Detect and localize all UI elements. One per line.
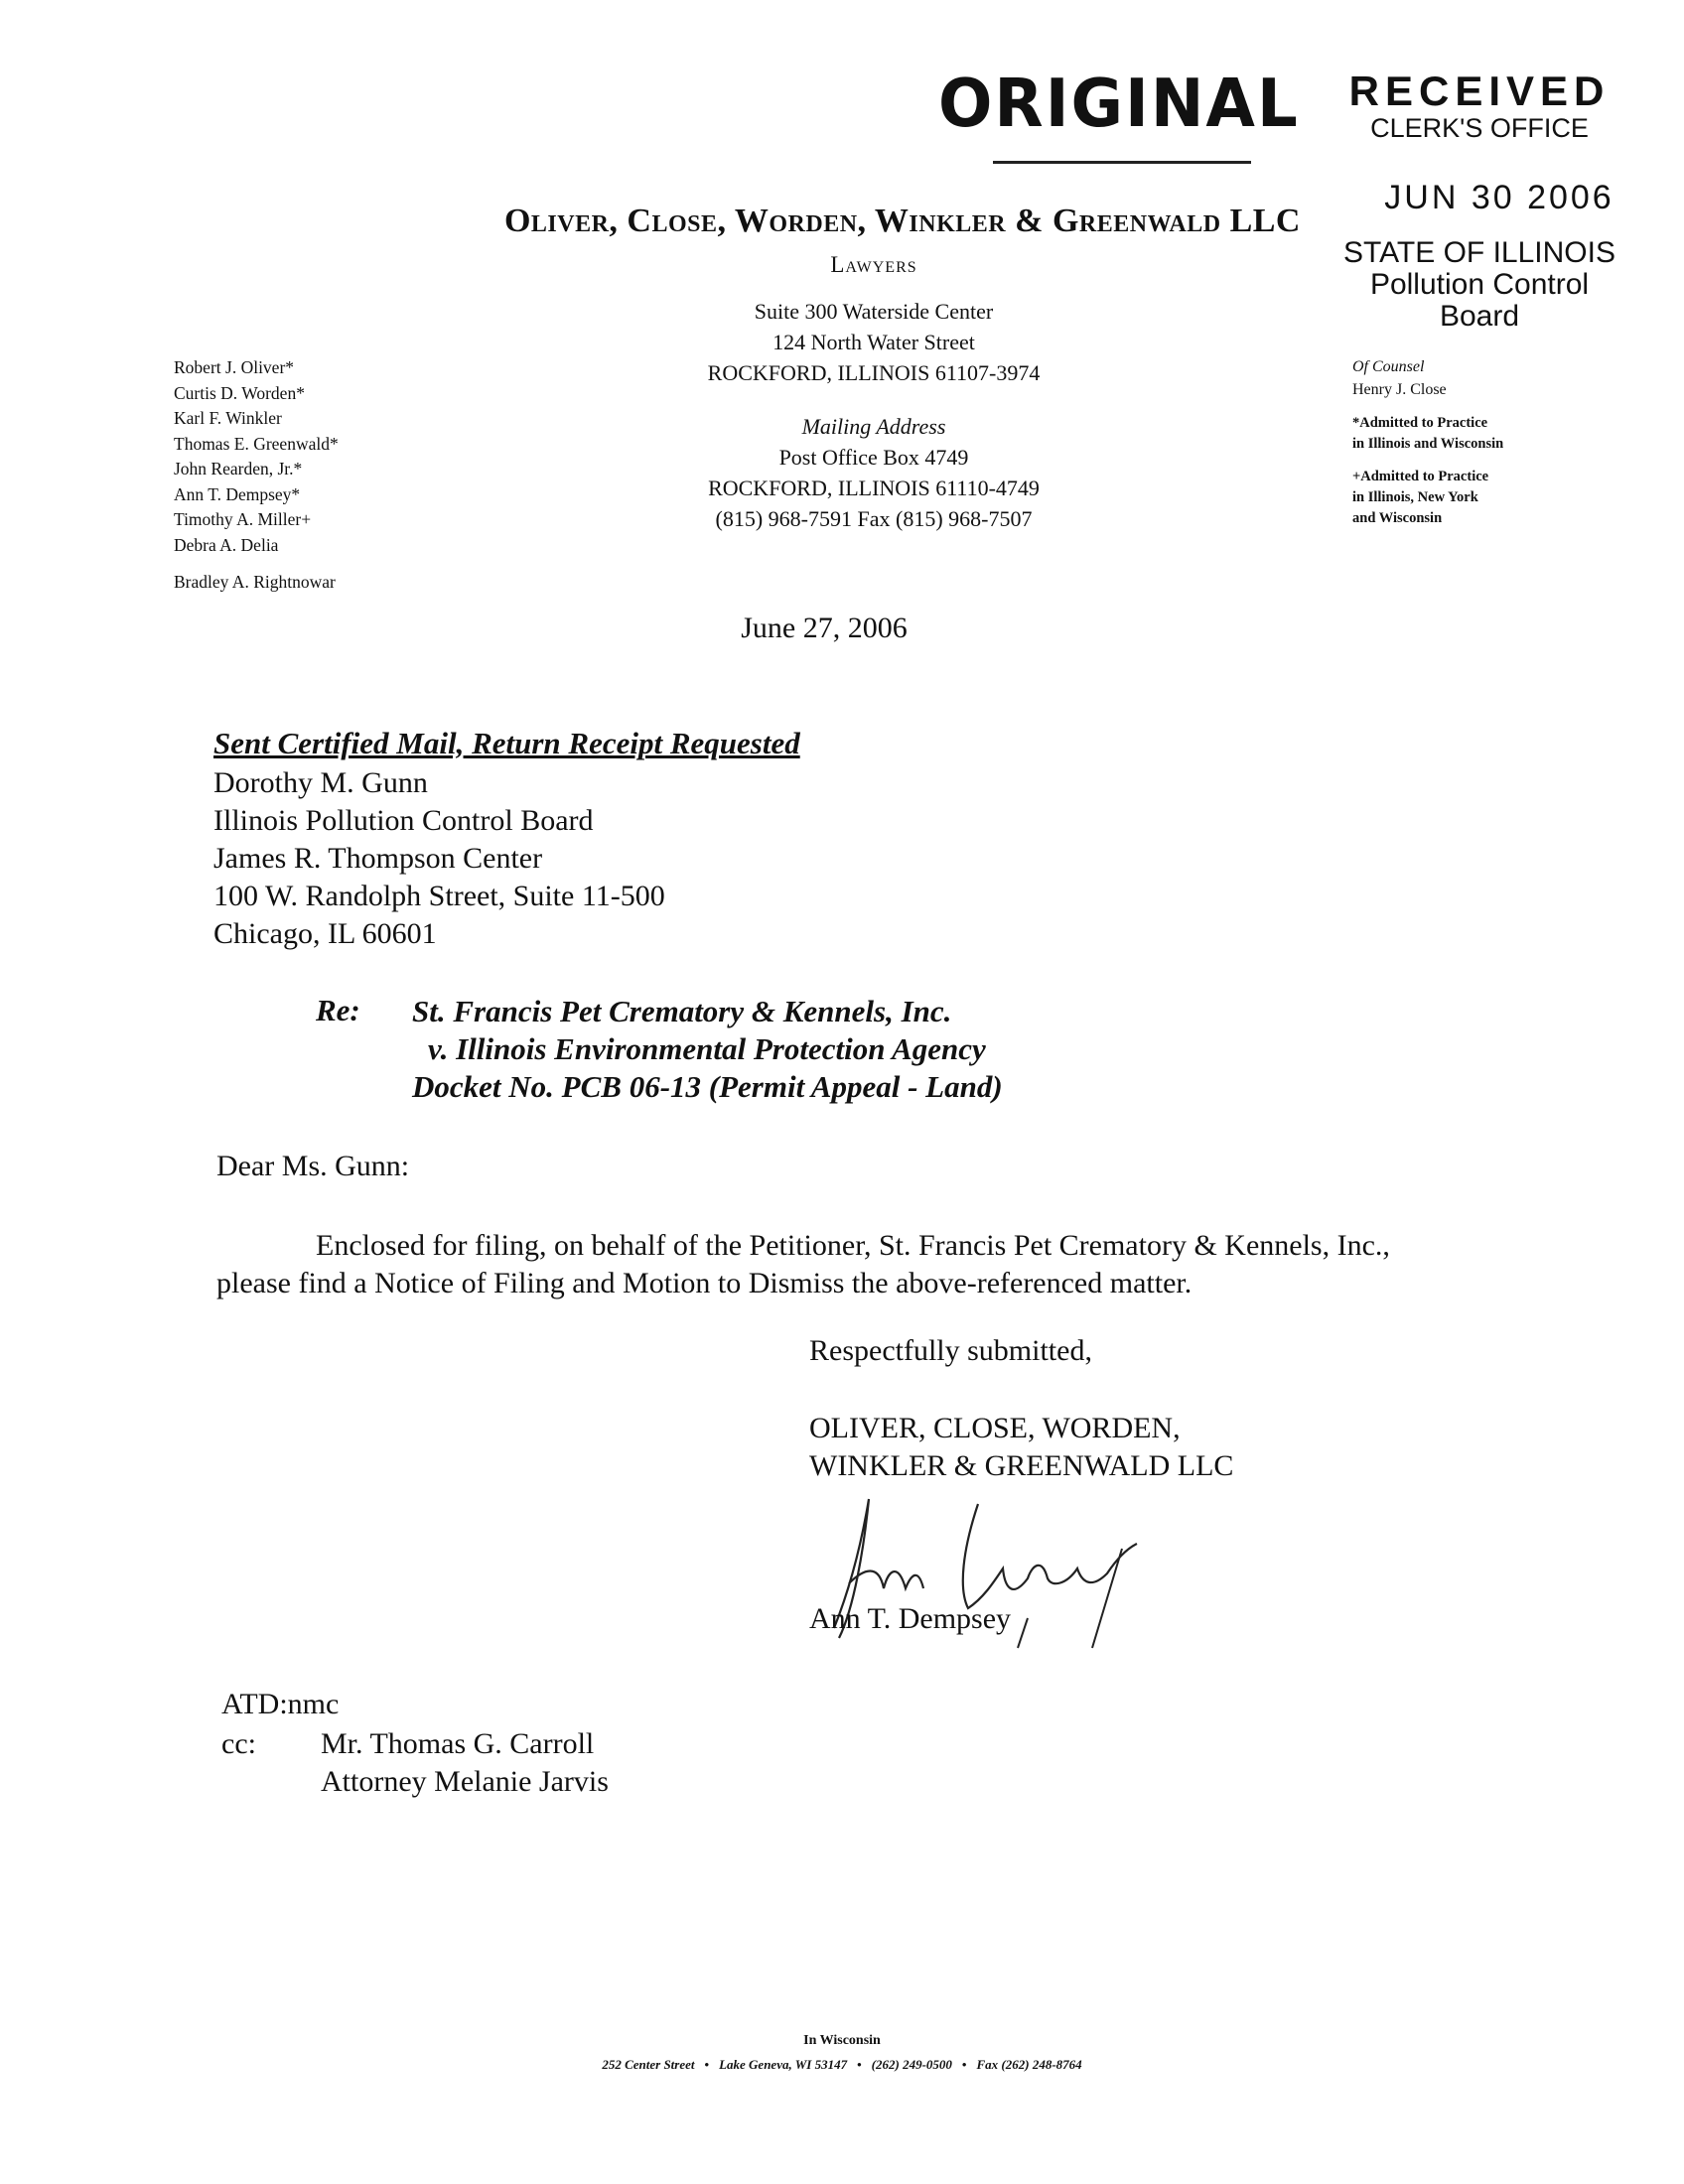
received-stamp bbox=[1331, 69, 1628, 333]
reference-initials: ATD:nmc bbox=[221, 1688, 340, 1720]
signature-firm-line: OLIVER, CLOSE, WORDEN, bbox=[809, 1412, 1181, 1444]
re-label: Re: bbox=[316, 993, 360, 1027]
addressee-line: Chicago, IL 60601 bbox=[213, 917, 437, 950]
address-line: ROCKFORD, ILLINOIS 61107-3974 bbox=[707, 360, 1041, 385]
mailing-line: (815) 968-7591 Fax (815) 968-7507 bbox=[715, 506, 1033, 531]
original-stamp: ORIGINAL bbox=[938, 66, 1300, 143]
note-line: +Admitted to Practice bbox=[1352, 469, 1489, 484]
partner-name: Timothy A. Miller+ bbox=[174, 509, 312, 529]
bullet-separator: • bbox=[961, 2057, 967, 2072]
of-counsel-label: Of Counsel bbox=[1352, 358, 1425, 375]
address-line: 124 North Water Street bbox=[772, 330, 975, 354]
mailing-line: ROCKFORD, ILLINOIS 61110-4749 bbox=[708, 476, 1040, 500]
addressee-line: Illinois Pollution Control Board bbox=[213, 804, 594, 837]
cc-label: cc: bbox=[221, 1727, 256, 1760]
footer-address bbox=[0, 2057, 1684, 2073]
partner-name: Thomas E. Greenwald* bbox=[174, 433, 339, 454]
signer-name: Ann T. Dempsey bbox=[809, 1602, 1012, 1635]
note-line: in Illinois, New York bbox=[1352, 489, 1478, 505]
addressee-line: James R. Thompson Center bbox=[213, 842, 543, 875]
addressee-line: 100 W. Randolph Street, Suite 11-500 bbox=[213, 880, 665, 912]
admission-note-2 bbox=[1352, 467, 1611, 529]
original-stamp-underline bbox=[993, 161, 1251, 164]
footer-phone: (262) 249-0500 bbox=[871, 2057, 952, 2072]
note-line: *Admitted to Practice bbox=[1352, 415, 1488, 431]
signature-firm-line: WINKLER & GREENWALD LLC bbox=[809, 1449, 1234, 1482]
partner-name: Ann T. Dempsey* bbox=[174, 483, 301, 504]
of-counsel-block bbox=[1352, 355, 1611, 529]
signature-firm bbox=[809, 1410, 1233, 1485]
closing: Respectfully submitted, bbox=[809, 1334, 1092, 1367]
mailing-address bbox=[616, 411, 1132, 534]
footer-street: 252 Center Street bbox=[602, 2057, 695, 2072]
delivery-method: Sent Certified Mail, Return Receipt Requested bbox=[213, 726, 800, 760]
footer-fax: Fax (262) 248-8764 bbox=[976, 2057, 1082, 2072]
firm-address bbox=[616, 296, 1132, 388]
body-paragraph-line-2: please find a Notice of Filing and Motion to Dismiss the above-referenced matter. bbox=[216, 1267, 1193, 1299]
re-subject bbox=[412, 993, 1003, 1106]
admission-note-1 bbox=[1352, 413, 1611, 455]
partner-name: John Rearden, Jr.* bbox=[174, 459, 303, 478]
firm-subtitle: Lawyers bbox=[830, 252, 917, 277]
re-line: v. Illinois Environmental Protection Agency bbox=[428, 1031, 986, 1066]
addressee-block bbox=[213, 764, 665, 953]
received-board: Pollution Control Board bbox=[1369, 268, 1590, 333]
mailing-line: Post Office Box 4749 bbox=[778, 445, 969, 470]
partner-name: Curtis D. Worden* bbox=[174, 382, 305, 403]
partner-name: Robert J. Oliver* bbox=[174, 357, 295, 377]
partners-list bbox=[174, 355, 339, 596]
bullet-separator: • bbox=[704, 2057, 710, 2072]
re-line: Docket No. PCB 06-13 (Permit Appeal - Land) bbox=[412, 1069, 1003, 1104]
footer-label: In Wisconsin bbox=[803, 2033, 881, 2048]
cc-recipient: Attorney Melanie Jarvis bbox=[321, 1765, 609, 1798]
partner-name: Debra A. Delia bbox=[174, 534, 279, 555]
bullet-separator: • bbox=[857, 2057, 862, 2072]
firm-name: Oliver, Close, Worden, Winkler & Greenwald LLC bbox=[503, 203, 1301, 239]
salutation: Dear Ms. Gunn: bbox=[216, 1150, 410, 1182]
received-state: STATE OF ILLINOIS bbox=[1343, 236, 1615, 269]
associate-name: Bradley A. Rightnowar bbox=[174, 572, 336, 592]
clerks-office-text: CLERK'S OFFICE bbox=[1370, 113, 1589, 143]
of-counsel-name: Henry J. Close bbox=[1352, 381, 1447, 398]
letter-date: June 27, 2006 bbox=[741, 612, 908, 644]
partner-name: Karl F. Winkler bbox=[174, 408, 282, 428]
re-line: St. Francis Pet Crematory & Kennels, Inc. bbox=[412, 994, 952, 1028]
received-date: JUN 30 2006 bbox=[1384, 179, 1614, 216]
cc-list bbox=[321, 1725, 609, 1801]
note-line: and Wisconsin bbox=[1352, 510, 1443, 526]
received-text: RECEIVED bbox=[1348, 68, 1611, 114]
mailing-label: Mailing Address bbox=[801, 414, 946, 439]
note-line: in Illinois and Wisconsin bbox=[1352, 436, 1504, 452]
body-paragraph-line-1: Enclosed for filing, on behalf of the Petitioner, St. Francis Pet Crematory & Kennels, Inc., bbox=[316, 1229, 1390, 1262]
cc-recipient: Mr. Thomas G. Carroll bbox=[321, 1727, 595, 1760]
footer-city: Lake Geneva, WI 53147 bbox=[719, 2057, 848, 2072]
address-line: Suite 300 Waterside Center bbox=[754, 299, 994, 324]
addressee-line: Dorothy M. Gunn bbox=[213, 766, 428, 799]
